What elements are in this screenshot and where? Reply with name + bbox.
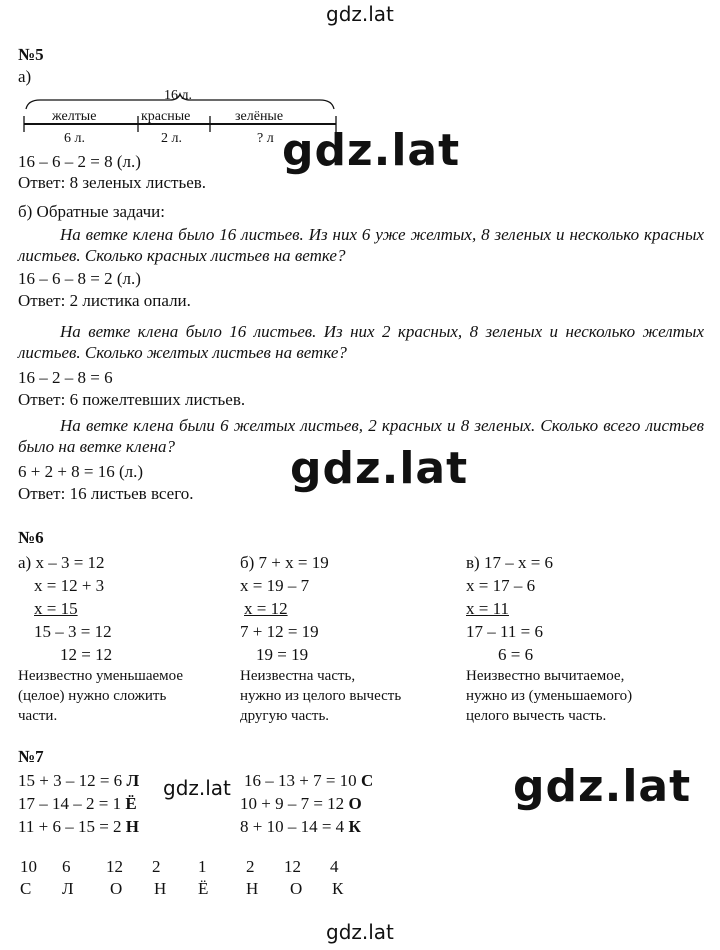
equation: 17 – 14 – 2 = 1 [18, 794, 126, 813]
task-6a-rule-2: (целое) нужно сложить [18, 688, 167, 704]
answer-letter: Л [126, 771, 140, 790]
task-6c-line-2: x = 17 – 6 [466, 576, 536, 595]
decode-number: 12 [106, 857, 123, 876]
task-6b-line-1: б) 7 + x = 19 [240, 553, 329, 572]
equation: 11 + 6 – 15 = 2 [18, 817, 126, 836]
answer-letter: Ё [125, 794, 137, 813]
diagram-seg-green: зелёные [235, 109, 284, 124]
task-6c-rule-1: Неизвестно вычитаемое, [466, 668, 625, 684]
task-5-eq-1: 16 – 6 – 2 = 8 (л.) [18, 152, 141, 171]
decode-number: 10 [20, 857, 37, 876]
decode-letter: О [290, 879, 303, 898]
task-5-title: №5 [18, 45, 44, 64]
task-6c-rule-2: нужно из (уменьшаемого) [466, 688, 633, 704]
decode-number: 6 [62, 857, 71, 876]
watermark-mid-small: gdz.lat [163, 776, 231, 800]
task-6a-line-3: x = 15 [34, 599, 78, 618]
decode-number: 4 [330, 857, 339, 876]
decode-letters-row [18, 878, 378, 900]
decode-number: 12 [284, 857, 301, 876]
decode-letter: О [110, 879, 123, 898]
decode-number: 1 [198, 857, 207, 876]
decode-letter: Н [246, 879, 259, 898]
answer-letter: О [348, 794, 362, 813]
task-6b-rule-1: Неизвестна часть, [240, 668, 356, 684]
task-7-left-3 [18, 816, 139, 837]
watermark-big-2: gdz.lat [290, 443, 469, 494]
task-5-answer-3: Ответ: 6 пожелтевших листьев. [18, 390, 246, 409]
inverse-task-1: На ветке клена было 16 листьев. Из них 6 уже желтых, 8 зеленых и несколько красных листьев. Сколько красных листьев на ветке? [18, 225, 704, 265]
decode-letter: Ё [198, 879, 209, 898]
decode-letter: К [332, 879, 344, 898]
task-7-right-2 [240, 793, 362, 814]
task-6a-line-5: 12 = 12 [60, 645, 113, 664]
diagram-total-label: 16 л. [164, 88, 192, 103]
inverse-task-2: На ветке клена было 16 листьев. Из них 2 красных, 8 зеленых и несколько желтых листьев. Сколько желтых листьев на ветке? [18, 322, 704, 362]
diagram-seg-red: красные [141, 109, 191, 124]
watermark-big-3: gdz.lat [513, 761, 692, 812]
decode-letter: Н [154, 879, 167, 898]
task-6a-line-4: 15 – 3 = 12 [34, 622, 112, 641]
task-6b-line-2: x = 19 – 7 [240, 576, 310, 595]
equation: 15 + 3 – 12 = 6 [18, 771, 127, 790]
task-6a-line-2: x = 12 + 3 [34, 576, 105, 595]
diagram-val-green: ? л [257, 131, 274, 146]
task-5-part-a: а) [18, 67, 32, 86]
task-5-eq-4: 6 + 2 + 8 = 16 (л.) [18, 462, 144, 481]
task-6b-rule-3: другую часть. [240, 708, 330, 724]
task-7-left-2 [18, 793, 137, 814]
decode-numbers-row [18, 856, 378, 878]
task-6b-line-5: 19 = 19 [256, 645, 309, 664]
task-7-right-1 [244, 770, 373, 791]
decode-number: 2 [152, 857, 161, 876]
decode-letter: С [20, 879, 32, 898]
task-5-answer-1: Ответ: 8 зеленых листьев. [18, 173, 207, 192]
task-6a-rule-1: Неизвестно уменьшаемое [18, 668, 183, 684]
task-6b-rule-2: нужно из целого вычесть [240, 688, 402, 704]
task-5-part-b: б) Обратные задачи: [18, 202, 165, 221]
task-6b-line-3: x = 12 [244, 599, 288, 618]
task-6c-line-1: в) 17 – x = 6 [466, 553, 554, 572]
task-6c-line-3: x = 11 [466, 599, 509, 618]
decode-number: 2 [246, 857, 255, 876]
task-7-title: №7 [18, 747, 44, 766]
inverse-task-3: На ветке клена были 6 желтых листьев, 2 красных и 8 зеленых. Сколько всего листьев было на ветке клена? [18, 416, 704, 456]
task-6a-line-1: а) x – 3 = 12 [18, 553, 105, 572]
task-6c-rule-3: целого вычесть часть. [466, 708, 607, 724]
diagram-val-yellow: 6 л. [64, 131, 85, 146]
equation: 8 + 10 – 14 = 4 [240, 817, 349, 836]
task-6b-line-4: 7 + 12 = 19 [240, 622, 319, 641]
equation: 10 + 9 – 7 = 12 [240, 794, 349, 813]
watermark-bottom: gdz.lat [326, 920, 394, 944]
watermark-big-1: gdz.lat [282, 125, 461, 176]
diagram-val-red: 2 л. [161, 131, 182, 146]
task-6-title: №6 [18, 528, 44, 547]
task-5-answer-2: Ответ: 2 листика опали. [18, 291, 191, 310]
task-5-eq-3: 16 – 2 – 8 = 6 [18, 368, 113, 387]
segment-diagram [20, 86, 340, 146]
answer-letter: Н [125, 817, 140, 836]
watermark-top: gdz.lat [326, 2, 394, 26]
task-5-eq-2: 16 – 6 – 8 = 2 (л.) [18, 269, 141, 288]
task-7-left-1 [18, 770, 139, 791]
task-6c-line-4: 17 – 11 = 6 [466, 622, 543, 641]
decode-letter: Л [62, 879, 74, 898]
equation: 16 – 13 + 7 = 10 [244, 771, 361, 790]
answer-letter: К [348, 817, 361, 836]
task-6c-line-5: 6 = 6 [498, 645, 534, 664]
task-5-answer-4: Ответ: 16 листьев всего. [18, 484, 194, 503]
task-7-right-3 [240, 816, 361, 837]
answer-letter: С [360, 771, 374, 790]
diagram-seg-yellow: желтые [52, 109, 97, 124]
task-6a-rule-3: части. [18, 708, 58, 724]
